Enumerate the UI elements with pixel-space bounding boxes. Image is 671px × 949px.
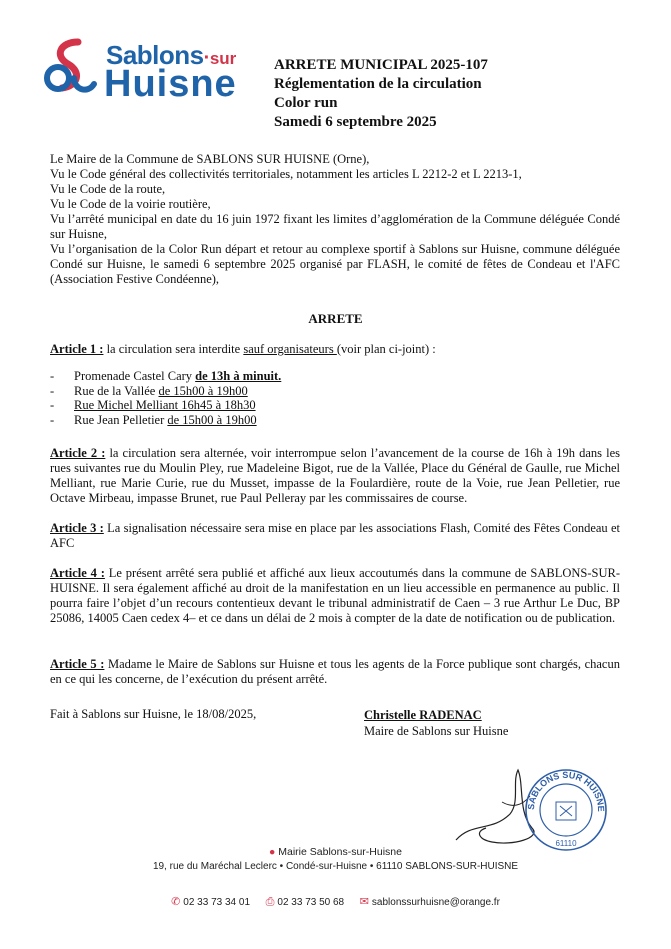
title-line: Samedi 6 septembre 2025 (274, 114, 437, 130)
seal-code: 61110 (555, 839, 577, 848)
preamble-line: Vu l’arrêté municipal en date du 16 juin 1972 fixant les limites d’agglomération de la Commune déléguée Condé sur Huisne, (50, 212, 620, 241)
fax-icon: ⎙ (265, 896, 275, 908)
footer-phone[interactable]: 02 33 73 34 01 (183, 897, 251, 908)
article-text: Madame le Maire de Sablons sur Huisne et tous les agents de la Force publique sont chargés, chacun en ce qui les concerne, de l’exécution du présent arrêté. (50, 657, 620, 686)
closure-time: de 15h00 à 19h00 (167, 412, 257, 427)
preamble-line: Vu le Code général des collectivités territoriales, notamment les articles L 2212-2 et L 2213-1, (50, 167, 522, 181)
closure-time: de 13h à minuit. (195, 369, 282, 383)
article-label: Article 2 : (50, 446, 106, 460)
preamble-line: Vu l’organisation de la Color Run départ et retour au complexe sportif à Sablons sur Huisne, commune déléguée Condé sur Huisne, le samedi 6 septembre 2025 organisé par FLASH, le comité de fêtes de Condeau et l'AFC (Association Festive Condéenne), (50, 242, 620, 286)
footer-contacts (0, 895, 671, 909)
signatory (364, 707, 508, 739)
article-label: Article 1 : (50, 342, 104, 356)
article-label: Article 5 : (50, 657, 105, 671)
location-pin-icon: ● (269, 846, 276, 858)
title-line: ARRETE MUNICIPAL 2025-107 (274, 57, 488, 73)
article-text-underlined: sauf organisateurs (243, 342, 337, 356)
official-seal-and-signature (452, 762, 607, 857)
place-date: Fait à Sablons sur Huisne, le 18/08/2025, (50, 707, 257, 721)
article-text: la circulation sera alternée, voir interrompue selon l’avancement de la course de 16h à 19h dans les rues suivantes rue du Moulin Pley, rue Madeleine Bigot, rue de la Vallée, Place du Général de Gaulle, rue Michel Melliant, rue Marie Curie, rue du Musset, impasse de la Foulardière, route de la Voie, rue Jean Pelletier, rue Octave Mirbeau, impasse Brunet, rue Paul Pelleray par les commissaires de course. (50, 446, 620, 505)
list-dash: - (50, 412, 55, 427)
email-icon: ✉ (359, 896, 369, 908)
list-item (50, 369, 281, 384)
closure-time: de 15h00 à 19h00 (158, 383, 248, 398)
title-line: Color run (274, 95, 338, 111)
list-dash: - (50, 398, 55, 412)
footer-org-name: Mairie Sablons-sur-Huisne (278, 846, 402, 858)
street-name: Rue Jean Pelletier (74, 412, 168, 427)
street-name: Rue Michel Melliant 16h45 à 18h30 (74, 398, 256, 412)
article-2 (50, 446, 620, 506)
street-name: Promenade Castel Cary (74, 369, 196, 383)
list-item (50, 398, 281, 413)
street-name: Rue de la Vallée (74, 383, 159, 398)
logo-wordmark-bottom: Huisne (104, 63, 237, 105)
preamble (50, 152, 620, 287)
closure-list (50, 369, 281, 427)
seal-text: SABLONS SUR HUISNE (525, 769, 607, 812)
preamble-line: Vu le Code de la route, (50, 182, 166, 196)
commune-logo (38, 34, 258, 106)
logo-symbol-icon (38, 34, 108, 106)
signatory-name: Christelle RADENAC (364, 708, 482, 722)
phone-icon: ✆ (171, 896, 181, 908)
article-text: Le présent arrêté sera publié et affiché aux lieux accoutumés dans la commune de SABLONS-SUR-HUISNE. Il sera également affiché au droit de la manifestation en un lieu accessible en permanence au public. Il pourra faire l’objet d’un recours contentieux devant le tribunal administratif de Caen – 3 rue Arthur Le Duc, BP 25086, 14005 Caen cedex 4– et ce dans un délai de 2 mois à compter de la date de notification ou de publication. (50, 566, 620, 625)
list-item (50, 413, 281, 428)
article-text: La signalisation nécessaire sera mise en place par les associations Flash, Comité des Fêtes Condeau et AFC (50, 521, 620, 550)
list-item (50, 384, 281, 399)
article-3 (50, 521, 620, 551)
arrete-heading: ARRETE (308, 311, 363, 326)
article-label: Article 3 : (50, 521, 104, 535)
article-text: la circulation sera interdite (103, 342, 244, 356)
footer-org (0, 846, 671, 858)
document-title (274, 56, 488, 132)
article-1 (50, 342, 620, 357)
preamble-line: Vu le Code de la voirie routière, (50, 197, 211, 211)
list-dash: - (50, 369, 55, 383)
title-line: Réglementation de la circulation (274, 76, 482, 92)
footer-email[interactable]: sablonssurhuisne@orange.fr (371, 897, 500, 908)
article-label: Article 4 : (50, 566, 105, 580)
signatory-title: Maire de Sablons sur Huisne (364, 724, 509, 738)
list-dash: - (50, 383, 55, 398)
preamble-line: Le Maire de la Commune de SABLONS SUR HUISNE (Orne), (50, 152, 370, 166)
article-4 (50, 566, 620, 626)
svg-text:SABLONS SUR HUISNE (526, 770, 606, 812)
article-5 (50, 657, 620, 687)
logo-wordmark-top: Sablons·sur (106, 40, 237, 70)
footer-address: 19, rue du Maréchal Leclerc • Condé-sur-Huisne • 61110 SABLONS-SUR-HUISNE (152, 861, 519, 872)
article-text: (voir plan ci-joint) : (336, 342, 436, 356)
footer-fax: 02 33 73 50 68 (277, 897, 345, 908)
